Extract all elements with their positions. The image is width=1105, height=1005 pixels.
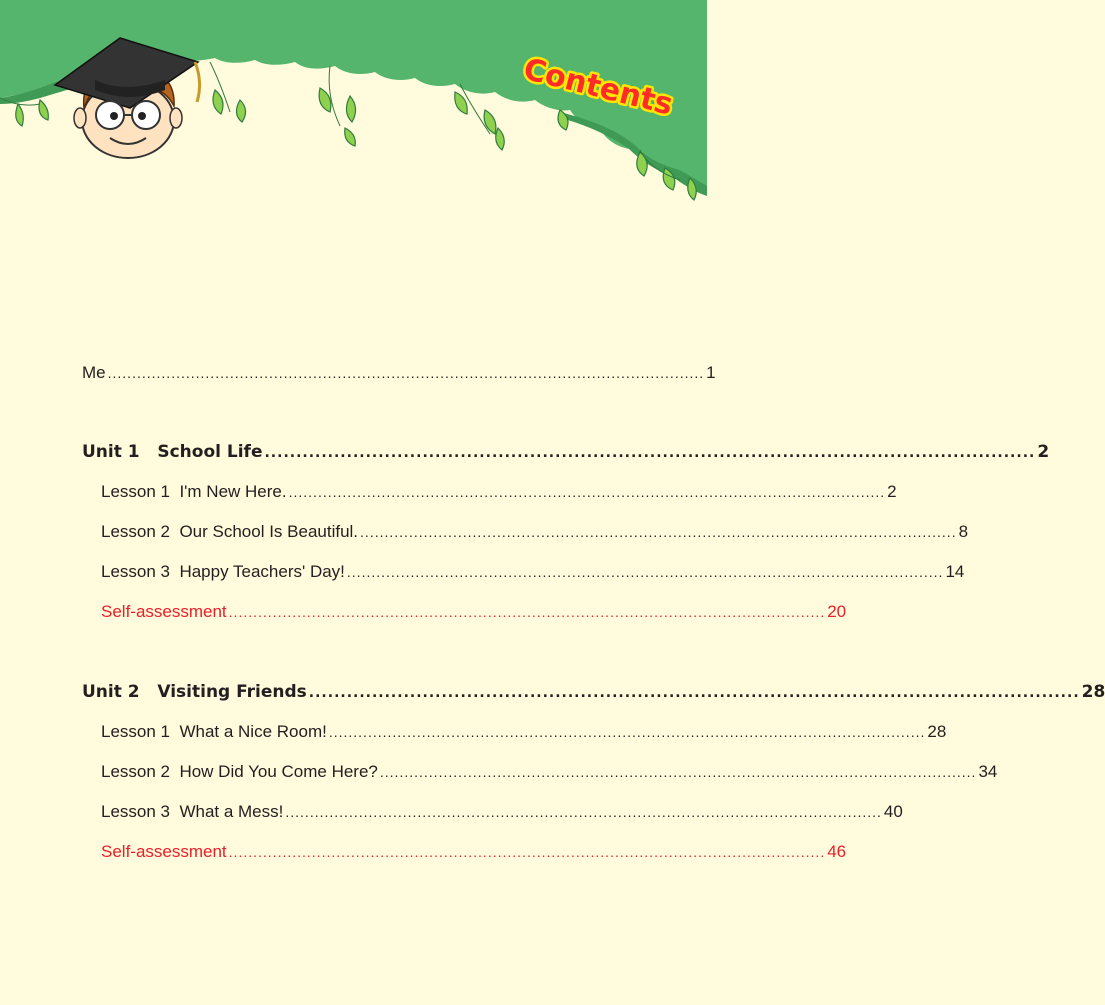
toc-entry-unit-1-lesson-2[interactable] <box>101 522 969 546</box>
toc-page-number: 8 <box>958 522 969 541</box>
toc-label: Lesson 2 How Did You Come Here? <box>101 762 378 781</box>
dot-leader: .......................................................................................................................... <box>107 365 705 381</box>
toc-page-number: 2 <box>887 482 897 501</box>
toc-label: Lesson 2 Our School Is Beautiful. <box>101 522 359 541</box>
toc-page-number: 28 <box>1081 682 1105 702</box>
toc-entry-unit-2-lesson-1[interactable] <box>101 722 947 746</box>
contents-title-art <box>0 0 707 210</box>
toc-label: Unit 2 Visiting Friends <box>82 682 307 702</box>
dot-leader: .......................................................................................................................... <box>308 685 1080 701</box>
toc-page-number: 14 <box>945 562 965 581</box>
toc-label: Unit 1 School Life <box>82 442 263 462</box>
toc-page-number: 28 <box>927 722 947 741</box>
dot-leader: .......................................................................................................................... <box>264 445 1036 461</box>
dot-leader: .......................................................................................................................... <box>285 804 882 820</box>
dot-leader: .......................................................................................................................... <box>228 604 826 620</box>
toc-label: Lesson 1 What a Nice Room! <box>101 722 327 741</box>
toc-label: Lesson 3 Happy Teachers' Day! <box>101 562 345 581</box>
dot-leader: .......................................................................................................................... <box>228 844 826 860</box>
toc-page-number: 2 <box>1037 442 1050 462</box>
toc-page-number: 34 <box>978 762 998 781</box>
toc-entry-unit-2-lesson-2[interactable] <box>101 762 998 786</box>
dot-leader: .......................................................................................................................... <box>360 524 957 540</box>
toc-entry-unit-1-lesson-3[interactable] <box>101 562 965 586</box>
dot-leader: .......................................................................................................................... <box>328 724 926 740</box>
dot-leader: .......................................................................................................................... <box>288 484 886 500</box>
contents-title: Contents <box>520 51 677 123</box>
toc-label: Me <box>82 363 106 382</box>
dot-leader: .......................................................................................................................... <box>379 764 977 780</box>
toc-page-number: 40 <box>883 802 903 821</box>
toc-entry-unit-2-lesson-3[interactable] <box>101 802 903 826</box>
toc-entry-unit-1-lesson-1[interactable] <box>101 482 897 506</box>
toc-entry-unit-2-self-assessment[interactable] <box>101 842 847 866</box>
toc-label: Lesson 3 What a Mess! <box>101 802 284 821</box>
toc-label: Lesson 1 I'm New Here. <box>101 482 287 501</box>
toc-label: Self-assessment <box>101 602 227 621</box>
toc-page-number: 1 <box>706 363 716 382</box>
toc-entry-me[interactable] <box>82 363 716 387</box>
toc-entry-unit-2[interactable] <box>82 682 1105 706</box>
toc-entry-unit-1-self-assessment[interactable] <box>101 602 847 626</box>
toc-page-number: 46 <box>827 842 847 861</box>
toc-label: Self-assessment <box>101 842 227 861</box>
toc-entry-unit-1[interactable] <box>82 442 1050 466</box>
toc-page-number: 20 <box>827 602 847 621</box>
dot-leader: .......................................................................................................................... <box>346 564 944 580</box>
